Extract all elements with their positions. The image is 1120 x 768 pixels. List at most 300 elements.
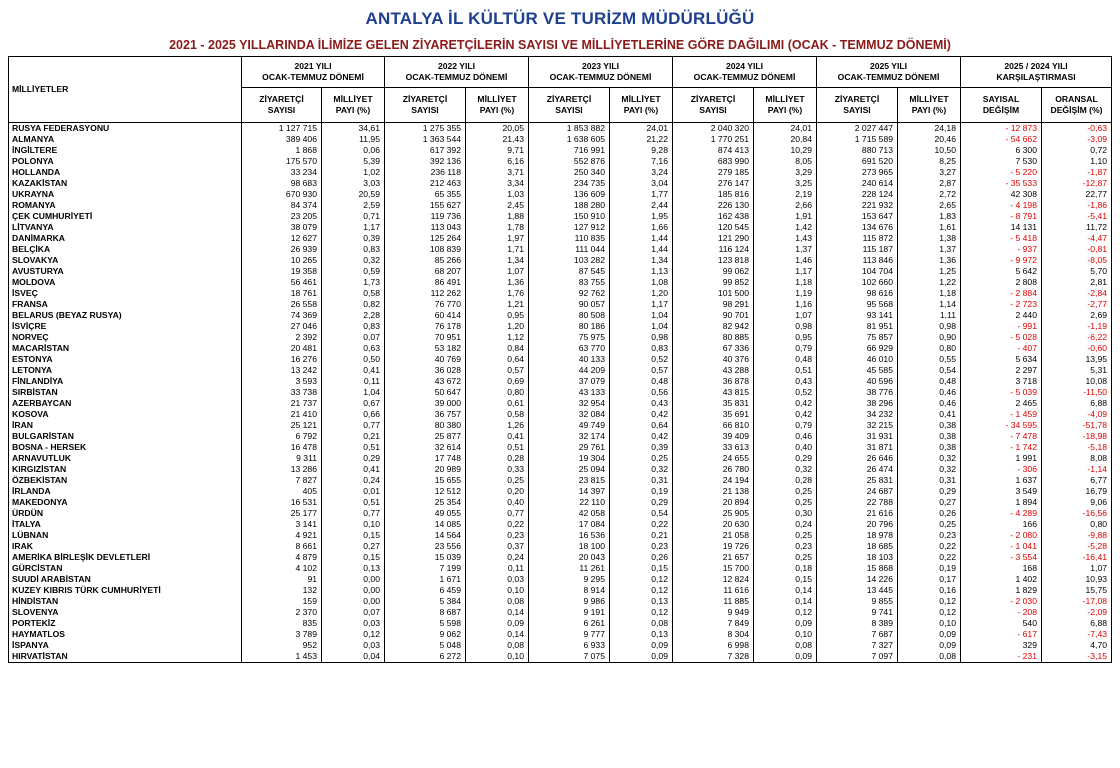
value-cell: 1,18 [898, 288, 961, 299]
numeric-change-cell: - 2 030 [961, 596, 1042, 607]
value-cell: 1,78 [466, 222, 529, 233]
value-cell: 1 770 251 [673, 134, 754, 145]
value-cell: 0,79 [754, 420, 817, 431]
value-cell: 0,00 [322, 585, 385, 596]
value-cell: 1,17 [322, 222, 385, 233]
value-cell: 0,14 [754, 596, 817, 607]
value-cell: 0,26 [610, 552, 673, 563]
numeric-change-cell: - 5 028 [961, 332, 1042, 343]
value-cell: 0,46 [754, 431, 817, 442]
value-cell: 155 627 [385, 200, 466, 211]
percent-change-cell: -5,41 [1042, 211, 1112, 222]
numeric-change-cell: - 1 041 [961, 541, 1042, 552]
value-cell: 115 187 [817, 244, 898, 255]
value-cell: 32 954 [529, 398, 610, 409]
value-cell: 10,50 [898, 145, 961, 156]
value-cell: 0,14 [466, 629, 529, 640]
country-name-cell: HİNDİSTAN [9, 596, 242, 607]
value-cell: 0,12 [322, 629, 385, 640]
value-cell: 15 868 [817, 563, 898, 574]
value-cell: 1,34 [466, 255, 529, 266]
numeric-change-cell: 7 530 [961, 156, 1042, 167]
table-row [9, 266, 1112, 277]
table-row [9, 211, 1112, 222]
numeric-change-cell: - 2 080 [961, 530, 1042, 541]
visitor-count-header [242, 88, 322, 123]
value-cell: 185 816 [673, 189, 754, 200]
value-cell: 835 [242, 618, 322, 629]
value-cell: 13 445 [817, 585, 898, 596]
table-row [9, 464, 1112, 475]
value-cell: 0,95 [466, 310, 529, 321]
value-cell: 1 715 589 [817, 134, 898, 145]
numeric-change-cell: 14 131 [961, 222, 1042, 233]
value-cell: 0,10 [898, 618, 961, 629]
value-cell: 0,80 [898, 343, 961, 354]
value-cell: 113 043 [385, 222, 466, 233]
value-cell: 21 737 [242, 398, 322, 409]
value-cell: 44 209 [529, 365, 610, 376]
value-cell: 7 687 [817, 629, 898, 640]
value-cell: 120 545 [673, 222, 754, 233]
value-cell: 7 849 [673, 618, 754, 629]
value-cell: 0,13 [610, 629, 673, 640]
percent-change-cell: -9,88 [1042, 530, 1112, 541]
value-cell: 0,77 [322, 508, 385, 519]
value-cell: 0,14 [754, 585, 817, 596]
value-cell: 3,34 [466, 178, 529, 189]
value-cell: 3 789 [242, 629, 322, 640]
percent-change-cell: 8,08 [1042, 453, 1112, 464]
value-cell: 99 852 [673, 277, 754, 288]
country-name-cell: UKRAYNA [9, 189, 242, 200]
table-row [9, 321, 1112, 332]
value-cell: 3,29 [754, 167, 817, 178]
percent-change-cell: 11,72 [1042, 222, 1112, 233]
value-cell: 25 177 [242, 508, 322, 519]
table-row [9, 299, 1112, 310]
table-row [9, 607, 1112, 618]
header-line: PAYI (%) [623, 105, 659, 115]
country-name-cell: FRANSA [9, 299, 242, 310]
table-row [9, 178, 1112, 189]
percent-change-cell: -3,09 [1042, 134, 1112, 145]
percent-change-cell: 5,70 [1042, 266, 1112, 277]
comparison-group-header [961, 57, 1112, 88]
table-header [9, 57, 1112, 123]
value-cell: 0,41 [322, 464, 385, 475]
value-cell: 4 921 [242, 530, 322, 541]
country-name-cell: KOSOVA [9, 409, 242, 420]
country-name-cell: FİNLANDİYA [9, 376, 242, 387]
value-cell: 25 905 [673, 508, 754, 519]
percent-change-cell: 1,07 [1042, 563, 1112, 574]
value-cell: 0,23 [898, 530, 961, 541]
value-cell: 23 556 [385, 541, 466, 552]
header-line: 2021 YILI [294, 61, 332, 71]
value-cell: 0,41 [322, 365, 385, 376]
value-cell: 49 749 [529, 420, 610, 431]
value-cell: 0,51 [466, 442, 529, 453]
country-name-cell: SLOVENYA [9, 607, 242, 618]
country-name-cell: GÜRCİSTAN [9, 563, 242, 574]
value-cell: 0,12 [610, 574, 673, 585]
value-cell: 0,19 [898, 563, 961, 574]
numeric-change-cell: 166 [961, 519, 1042, 530]
year-group-header [673, 57, 817, 88]
value-cell: 11 261 [529, 563, 610, 574]
table-row [9, 409, 1112, 420]
table-row [9, 541, 1112, 552]
table-row [9, 233, 1112, 244]
value-cell: 7,16 [610, 156, 673, 167]
numeric-change-cell: 540 [961, 618, 1042, 629]
value-cell: 8,05 [754, 156, 817, 167]
value-cell: 1,04 [322, 387, 385, 398]
numeric-change-cell: - 9 972 [961, 255, 1042, 266]
value-cell: 1,38 [898, 233, 961, 244]
table-row [9, 288, 1112, 299]
value-cell: 6 792 [242, 431, 322, 442]
value-cell: 9 062 [385, 629, 466, 640]
value-cell: 9,71 [466, 145, 529, 156]
header-line: SAYISI [699, 105, 727, 115]
value-cell: 0,15 [322, 552, 385, 563]
percent-change-cell: -1,87 [1042, 167, 1112, 178]
value-cell: 0,26 [898, 508, 961, 519]
value-cell: 80 508 [529, 310, 610, 321]
numeric-change-cell: - 3 554 [961, 552, 1042, 563]
value-cell: 15 039 [385, 552, 466, 563]
value-cell: 0,64 [466, 354, 529, 365]
value-cell: 0,25 [754, 497, 817, 508]
value-cell: 0,32 [754, 464, 817, 475]
value-cell: 39 409 [673, 431, 754, 442]
numeric-change-cell: - 4 289 [961, 508, 1042, 519]
value-cell: 20 630 [673, 519, 754, 530]
country-name-cell: İSVEÇ [9, 288, 242, 299]
value-cell: 0,23 [610, 541, 673, 552]
value-cell: 25 354 [385, 497, 466, 508]
value-cell: 19 304 [529, 453, 610, 464]
value-cell: 53 182 [385, 343, 466, 354]
value-cell: 9 191 [529, 607, 610, 618]
header-line: DEĞİŞİM [982, 105, 1020, 115]
value-cell: 20,84 [754, 134, 817, 145]
value-cell: 1,83 [898, 211, 961, 222]
visitor-count-header [817, 88, 898, 123]
numeric-change-cell: - 54 662 [961, 134, 1042, 145]
value-cell: 1,36 [898, 255, 961, 266]
value-cell: 21 058 [673, 530, 754, 541]
value-cell: 6,16 [466, 156, 529, 167]
country-name-cell: MACARİSTAN [9, 343, 242, 354]
value-cell: 389 406 [242, 134, 322, 145]
value-cell: 0,56 [610, 387, 673, 398]
value-cell: 127 912 [529, 222, 610, 233]
value-cell: 16 276 [242, 354, 322, 365]
value-cell: 250 340 [529, 167, 610, 178]
country-name-cell: AMERİKA BİRLEŞİK DEVLETLERİ [9, 552, 242, 563]
table-row [9, 475, 1112, 486]
value-cell: 0,15 [610, 563, 673, 574]
value-cell: 0,90 [898, 332, 961, 343]
value-cell: 0,08 [754, 640, 817, 651]
header-line: OCAK-TEMMUZ DÖNEMİ [549, 72, 652, 82]
country-name-cell: ÖZBEKİSTAN [9, 475, 242, 486]
table-row [9, 332, 1112, 343]
value-cell: 14 085 [385, 519, 466, 530]
value-cell: 226 130 [673, 200, 754, 211]
value-cell: 1,25 [898, 266, 961, 277]
value-cell: 21 616 [817, 508, 898, 519]
country-name-cell: İRAN [9, 420, 242, 431]
country-name-cell: IRAK [9, 541, 242, 552]
header-line: MİLLİYET [621, 94, 661, 104]
value-cell: 2,72 [898, 189, 961, 200]
table-row [9, 310, 1112, 321]
percent-change-cell: -12,87 [1042, 178, 1112, 189]
value-cell: 162 438 [673, 211, 754, 222]
value-cell: 4 879 [242, 552, 322, 563]
value-cell: 29 761 [529, 442, 610, 453]
value-cell: 0,07 [322, 332, 385, 343]
value-cell: 0,77 [466, 508, 529, 519]
value-cell: 38 776 [817, 387, 898, 398]
value-cell: 98 616 [817, 288, 898, 299]
value-cell: 24 687 [817, 486, 898, 497]
value-cell: 150 910 [529, 211, 610, 222]
value-cell: 234 735 [529, 178, 610, 189]
header-line: MİLLİYET [765, 94, 805, 104]
value-cell: 0,09 [898, 640, 961, 651]
value-cell: 0,38 [898, 420, 961, 431]
value-cell: 24 194 [673, 475, 754, 486]
value-cell: 0,42 [754, 409, 817, 420]
numeric-change-cell: - 306 [961, 464, 1042, 475]
value-cell: 1,36 [466, 277, 529, 288]
header-line: MİLLİYET [333, 94, 373, 104]
country-name-cell: LİTVANYA [9, 222, 242, 233]
nationality-share-header [466, 88, 529, 123]
country-name-cell: MAKEDONYA [9, 497, 242, 508]
value-cell: 66 810 [673, 420, 754, 431]
country-name-cell: İRLANDA [9, 486, 242, 497]
value-cell: 273 965 [817, 167, 898, 178]
value-cell: 0,58 [466, 409, 529, 420]
value-cell: 21 657 [673, 552, 754, 563]
country-name-cell: SUUDİ ARABİSTAN [9, 574, 242, 585]
nationality-share-header [898, 88, 961, 123]
value-cell: 42 058 [529, 508, 610, 519]
country-name-cell: ÇEK CUMHURİYETİ [9, 211, 242, 222]
value-cell: 75 857 [817, 332, 898, 343]
value-cell: 46 010 [817, 354, 898, 365]
value-cell: 70 951 [385, 332, 466, 343]
value-cell: 0,14 [466, 607, 529, 618]
value-cell: 236 118 [385, 167, 466, 178]
value-cell: 0,03 [322, 640, 385, 651]
numeric-change-cell: - 1 742 [961, 442, 1042, 453]
numeric-change-cell: 2 465 [961, 398, 1042, 409]
value-cell: 20 989 [385, 464, 466, 475]
value-cell: 0,25 [466, 475, 529, 486]
country-name-cell: ARNAVUTLUK [9, 453, 242, 464]
country-name-cell: HIRVATİSTAN [9, 651, 242, 663]
value-cell: 9 949 [673, 607, 754, 618]
nationality-share-header [754, 88, 817, 123]
value-cell: 0,55 [898, 354, 961, 365]
numeric-change-cell: 5 634 [961, 354, 1042, 365]
country-name-cell: KIRGIZİSTAN [9, 464, 242, 475]
country-name-cell: RUSYA FEDERASYONU [9, 123, 242, 135]
country-name-cell: NORVEÇ [9, 332, 242, 343]
value-cell: 2,59 [322, 200, 385, 211]
value-cell: 0,12 [898, 596, 961, 607]
value-cell: 31 931 [817, 431, 898, 442]
value-cell: 691 520 [817, 156, 898, 167]
value-cell: 0,25 [754, 486, 817, 497]
value-cell: 1,02 [322, 167, 385, 178]
value-cell: 0,58 [322, 288, 385, 299]
value-cell: 0,84 [466, 343, 529, 354]
value-cell: 0,13 [322, 563, 385, 574]
value-cell: 8 687 [385, 607, 466, 618]
value-cell: 32 614 [385, 442, 466, 453]
header-line: MİLLİYET [909, 94, 949, 104]
value-cell: 0,07 [322, 607, 385, 618]
table-row [9, 453, 1112, 464]
value-cell: 20 894 [673, 497, 754, 508]
value-cell: 3,27 [898, 167, 961, 178]
value-cell: 0,52 [610, 354, 673, 365]
table-row [9, 244, 1112, 255]
value-cell: 92 762 [529, 288, 610, 299]
value-cell: 0,24 [322, 475, 385, 486]
value-cell: 0,42 [610, 431, 673, 442]
value-cell: 1,17 [754, 266, 817, 277]
value-cell: 80 380 [385, 420, 466, 431]
value-cell: 17 748 [385, 453, 466, 464]
value-cell: 3 141 [242, 519, 322, 530]
percent-change-cell: -1,19 [1042, 321, 1112, 332]
value-cell: 0,77 [322, 420, 385, 431]
year-group-header [385, 57, 529, 88]
table-row [9, 585, 1112, 596]
value-cell: 66 929 [817, 343, 898, 354]
value-cell: 1,20 [466, 321, 529, 332]
percent-change-cell: 1,10 [1042, 156, 1112, 167]
value-cell: 32 174 [529, 431, 610, 442]
percent-change-cell: -0,60 [1042, 343, 1112, 354]
visitor-statistics-table [8, 56, 1112, 663]
value-cell: 0,10 [466, 585, 529, 596]
value-cell: 90 701 [673, 310, 754, 321]
country-name-cell: KUZEY KIBRIS TÜRK CUMHURİYETİ [9, 585, 242, 596]
value-cell: 3,24 [610, 167, 673, 178]
value-cell: 0,09 [754, 618, 817, 629]
value-cell: 38 079 [242, 222, 322, 233]
country-name-cell: ÜRDÜN [9, 508, 242, 519]
country-name-cell: BELÇİKA [9, 244, 242, 255]
value-cell: 98 683 [242, 178, 322, 189]
value-cell: 15 655 [385, 475, 466, 486]
numeric-change-cell: 42 308 [961, 189, 1042, 200]
percent-change-cell: 16,79 [1042, 486, 1112, 497]
value-cell: 0,22 [898, 552, 961, 563]
table-row [9, 167, 1112, 178]
value-cell: 4 102 [242, 563, 322, 574]
value-cell: 0,01 [322, 486, 385, 497]
value-cell: 8 914 [529, 585, 610, 596]
value-cell: 38 296 [817, 398, 898, 409]
value-cell: 1 275 355 [385, 123, 466, 135]
value-cell: 1,14 [898, 299, 961, 310]
value-cell: 101 500 [673, 288, 754, 299]
table-row [9, 156, 1112, 167]
value-cell: 405 [242, 486, 322, 497]
value-cell: 2 040 320 [673, 123, 754, 135]
table-row [9, 497, 1112, 508]
value-cell: 1,88 [466, 211, 529, 222]
value-cell: 1 638 605 [529, 134, 610, 145]
value-cell: 0,10 [754, 629, 817, 640]
percent-change-cell: 10,93 [1042, 574, 1112, 585]
country-name-cell: İSPANYA [9, 640, 242, 651]
value-cell: 18 685 [817, 541, 898, 552]
value-cell: 13 242 [242, 365, 322, 376]
value-cell: 1,19 [754, 288, 817, 299]
value-cell: 90 057 [529, 299, 610, 310]
percent-change-cell: 0,80 [1042, 519, 1112, 530]
value-cell: 60 414 [385, 310, 466, 321]
header-line: PAYI (%) [335, 105, 371, 115]
nationality-share-header [610, 88, 673, 123]
numeric-change-cell: - 617 [961, 629, 1042, 640]
header-line: MİLLİYET [477, 94, 517, 104]
numeric-change-cell: - 2 723 [961, 299, 1042, 310]
value-cell: 33 234 [242, 167, 322, 178]
value-cell: 20,46 [898, 134, 961, 145]
value-cell: 63 770 [529, 343, 610, 354]
value-cell: 1,22 [898, 277, 961, 288]
value-cell: 1,07 [754, 310, 817, 321]
value-cell: 21,22 [610, 134, 673, 145]
value-cell: 2 027 447 [817, 123, 898, 135]
value-cell: 39 000 [385, 398, 466, 409]
value-cell: 1,97 [466, 233, 529, 244]
value-cell: 0,18 [754, 563, 817, 574]
value-cell: 9,28 [610, 145, 673, 156]
value-cell: 1,34 [610, 255, 673, 266]
country-name-cell: ALMANYA [9, 134, 242, 145]
value-cell: 0,22 [466, 519, 529, 530]
percent-change-cell: -6,22 [1042, 332, 1112, 343]
header-line: OCAK-TEMMUZ DÖNEMİ [837, 72, 940, 82]
value-cell: 24,01 [754, 123, 817, 135]
value-cell: 0,09 [610, 651, 673, 663]
value-cell: 25 877 [385, 431, 466, 442]
numeric-change-cell: - 991 [961, 321, 1042, 332]
value-cell: 1,11 [898, 310, 961, 321]
value-cell: 113 846 [817, 255, 898, 266]
table-row [9, 189, 1112, 200]
percent-change-cell: 2,81 [1042, 277, 1112, 288]
percent-change-cell: -8,05 [1042, 255, 1112, 266]
value-cell: 0,43 [610, 398, 673, 409]
value-cell: 0,10 [466, 651, 529, 663]
value-cell: 1,44 [610, 244, 673, 255]
